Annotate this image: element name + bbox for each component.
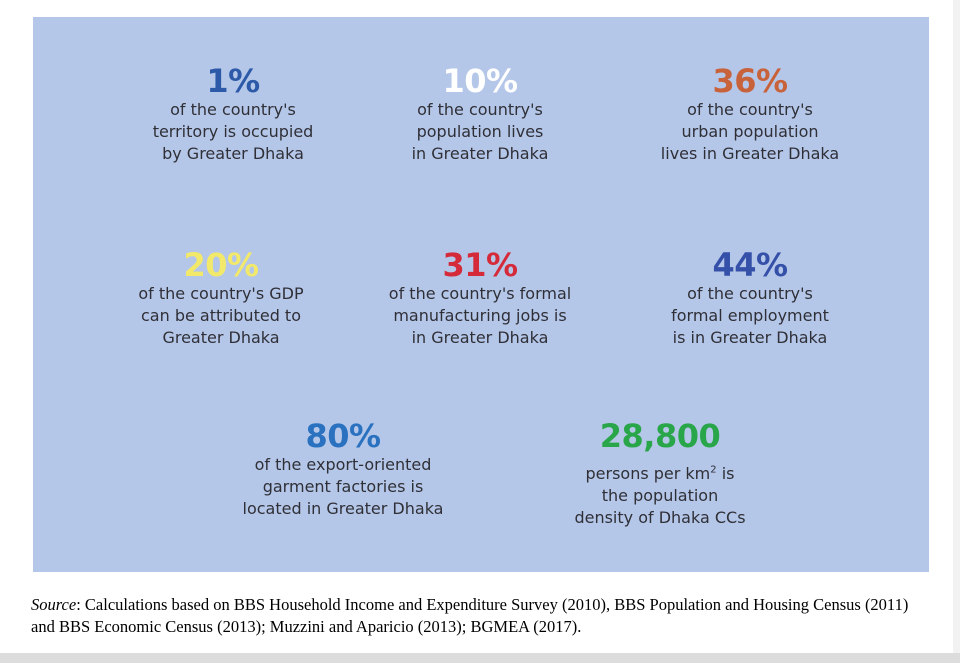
stat-value: 44%	[712, 246, 788, 284]
desc-line: located in Greater Dhaka	[242, 499, 444, 518]
source-text: : Calculations based on BBS Household Income and Expenditure Survey (2010), BBS Population and Housing Census (2011) and BBS Economic Census (2013); Muzzini and Aparicio (2013); BGMEA (2017).	[31, 595, 909, 636]
stat-formal-employment	[625, 247, 875, 349]
desc-text: persons per km	[585, 464, 711, 483]
stat-manufacturing-jobs	[355, 247, 605, 349]
page-edge	[953, 0, 960, 653]
stat-description	[218, 454, 468, 520]
desc-line: can be attributed to	[140, 306, 301, 325]
desc-line: garment factories is	[262, 477, 424, 496]
stat-garment-factories	[218, 418, 468, 520]
bottom-bar	[0, 653, 960, 663]
stat-gdp	[91, 247, 351, 349]
desc-line: of the country's	[687, 100, 813, 119]
stat-description	[630, 99, 870, 165]
desc-line: in Greater Dhaka	[411, 144, 549, 163]
stat-territory	[113, 63, 353, 165]
desc-line: the population	[601, 486, 719, 505]
stat-population	[360, 63, 600, 165]
desc-line: manufacturing jobs is	[393, 306, 567, 325]
stat-population-density	[550, 418, 770, 529]
desc-text: is	[716, 464, 735, 483]
stat-value: 80%	[305, 417, 381, 455]
source-label: Source	[31, 595, 77, 614]
desc-line: of the country's GDP	[138, 284, 304, 303]
desc-line: is in Greater Dhaka	[672, 328, 828, 347]
stat-value: 31%	[442, 246, 518, 284]
desc-line: of the country's formal	[388, 284, 572, 303]
stat-urban-population	[630, 63, 870, 165]
desc-line: formal employment	[671, 306, 829, 325]
superscript: 2	[710, 464, 717, 476]
desc-line: in Greater Dhaka	[411, 328, 549, 347]
desc-line: lives in Greater Dhaka	[660, 144, 840, 163]
stat-value: 20%	[183, 246, 259, 284]
desc-line: by Greater Dhaka	[162, 144, 304, 163]
stat-value: 36%	[712, 62, 788, 100]
desc-line: urban population	[681, 122, 819, 141]
stat-value: 28,800	[599, 417, 721, 455]
desc-line: Greater Dhaka	[162, 328, 280, 347]
stat-value: 10%	[442, 62, 518, 100]
desc-line: density of Dhaka CCs	[574, 508, 746, 527]
desc-line: of the country's	[417, 100, 543, 119]
stat-description	[360, 99, 600, 165]
desc-line	[550, 463, 770, 485]
source-caption	[31, 594, 931, 638]
desc-line: of the country's	[687, 284, 813, 303]
desc-line: of the export-oriented	[254, 455, 432, 474]
infographic-panel	[33, 17, 929, 572]
desc-line: population lives	[416, 122, 544, 141]
stat-value: 1%	[206, 62, 260, 100]
stat-description	[550, 463, 770, 529]
desc-line: territory is occupied	[152, 122, 314, 141]
stat-description	[113, 99, 353, 165]
stat-description	[91, 283, 351, 349]
stat-description	[355, 283, 605, 349]
stat-description	[625, 283, 875, 349]
desc-line: of the country's	[170, 100, 296, 119]
